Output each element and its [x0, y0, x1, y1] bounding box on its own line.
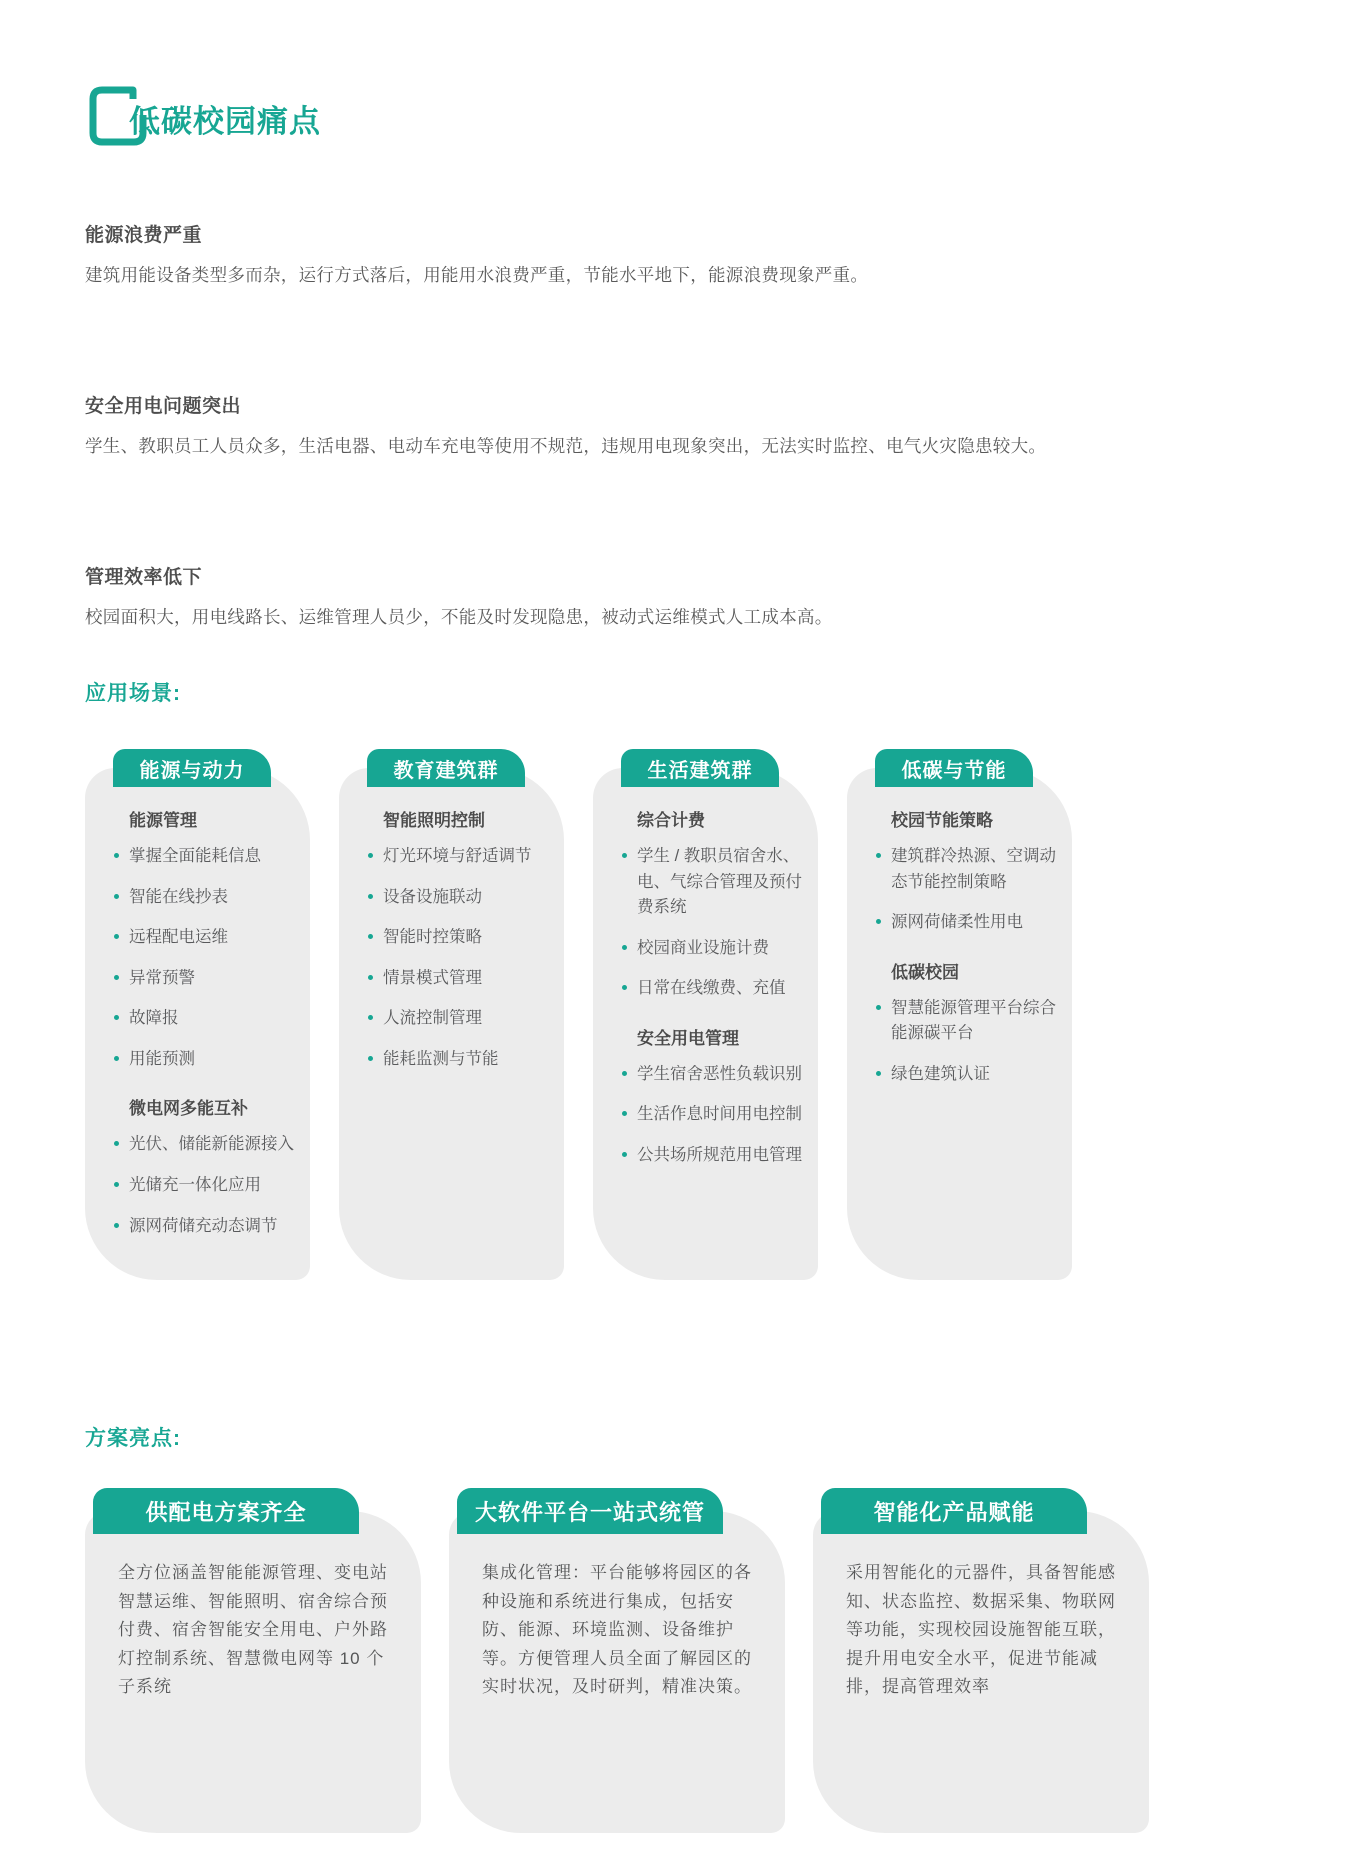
scenario-bullet-item: 能耗监测与节能: [365, 1047, 550, 1073]
scenario-bullet-item: 校园商业设施计费: [619, 936, 804, 962]
highlight-card-1: [85, 1488, 421, 1833]
scenario-bullet-list: [111, 844, 296, 1072]
chat-bubble-icon: [85, 80, 151, 154]
scenario-bullet-list: [619, 1062, 804, 1169]
scenario-bullet-item: 学生 / 教职员宿舍水、电、气综合管理及预付费系统: [619, 844, 804, 921]
scenario-bullet-list: [365, 844, 550, 1072]
scenario-bullet-item: 源网荷储充动态调节: [111, 1214, 296, 1240]
pain-point-management-efficiency: [85, 562, 1265, 629]
scenario-card-3: [593, 749, 818, 1280]
scenario-card-header: 生活建筑群: [621, 749, 779, 787]
highlight-card-text: 采用智能化的元器件，具备智能感知、状态监控、数据采集、物联网等功能，实现校园设施智能互联，提升用电安全水平，促进节能减排，提高管理效率: [846, 1563, 1116, 1697]
scenario-card-header: 能源与动力: [113, 749, 271, 787]
scenario-card-2: [339, 749, 564, 1280]
pain-point-description: 建筑用能设备类型多而杂，运行方式落后，用能用水浪费严重，节能水平地下，能源浪费现象严重。: [85, 265, 869, 285]
highlight-card-header: 供配电方案齐全: [93, 1488, 359, 1534]
scenario-bullet-item: 异常预警: [111, 966, 296, 992]
scenario-group-heading: 智能照明控制: [383, 811, 485, 830]
scenario-bullet-item: 设备设施联动: [365, 885, 550, 911]
scenario-card-body: [847, 768, 1072, 1280]
scenario-bullet-list: [873, 844, 1058, 936]
scenario-bullet-item: 人流控制管理: [365, 1006, 550, 1032]
pain-point-description: 校园面积大，用电线路长、运维管理人员少，不能及时发现隐患，被动式运维模式人工成本高。: [85, 607, 833, 627]
page-header: [85, 80, 1265, 156]
scenario-bullet-item: 建筑群冷热源、空调动态节能控制策略: [873, 844, 1058, 895]
scenario-bullet-item: 智慧能源管理平台综合能源碳平台: [873, 996, 1058, 1047]
scenario-bullet-list: [873, 996, 1058, 1088]
scenario-bullet-list: [111, 1132, 296, 1239]
highlight-card-header: 智能化产品赋能: [821, 1488, 1087, 1534]
highlight-card-text: 集成化管理：平台能够将园区的各种设施和系统进行集成，包括安防、能源、环境监测、设备维护等。方便管理人员全面了解园区的实时状况，及时研判，精准决策。: [482, 1563, 752, 1697]
scenario-cards: [85, 749, 1265, 1280]
pain-point-title: 管理效率低下: [85, 567, 203, 588]
scenario-group-heading: 校园节能策略: [891, 811, 993, 830]
scenario-card-header: 低碳与节能: [875, 749, 1033, 787]
scenario-bullet-item: 故障报: [111, 1006, 296, 1032]
highlights-label: 方案亮点:: [85, 1427, 181, 1451]
scenario-group-heading: 能源管理: [129, 811, 197, 830]
scenario-bullet-item: 学生宿舍恶性负载识别: [619, 1062, 804, 1088]
pain-point-energy-waste: [85, 220, 1265, 287]
scenario-bullet-item: 远程配电运维: [111, 925, 296, 951]
highlight-card-text: 全方位涵盖智能能源管理、变电站智慧运维、智能照明、宿舍综合预付费、宿舍智能安全用电、户外路灯控制系统、智慧微电网等 10 个子系统: [118, 1563, 388, 1697]
scenario-group-heading: 综合计费: [637, 811, 705, 830]
scenario-bullet-item: 源网荷储柔性用电: [873, 910, 1058, 936]
scenario-card-body: [339, 768, 564, 1280]
scenario-card-4: [847, 749, 1072, 1280]
pain-point-electric-safety: [85, 391, 1265, 458]
pain-points-section: [85, 220, 1265, 629]
scenario-bullet-item: 生活作息时间用电控制: [619, 1102, 804, 1128]
highlight-card-body: [813, 1511, 1149, 1833]
scenario-group-heading: 微电网多能互补: [129, 1099, 248, 1119]
scenario-bullet-item: 光伏、储能新能源接入: [111, 1132, 296, 1158]
scenario-bullet-item: 光储充一体化应用: [111, 1173, 296, 1199]
scenarios-label: 应用场景:: [85, 682, 181, 705]
scenario-bullet-item: 日常在线缴费、充值: [619, 976, 804, 1002]
scenario-bullet-list: [619, 844, 804, 1002]
highlight-card-3: [813, 1488, 1149, 1833]
highlight-card-body: [449, 1511, 785, 1833]
pain-point-title: 能源浪费严重: [85, 225, 203, 246]
scenario-group-heading: 低碳校园: [891, 962, 959, 982]
highlight-card-body: [85, 1511, 421, 1833]
pain-point-title: 安全用电问题突出: [85, 396, 242, 417]
pain-point-description: 学生、教职员工人员众多，生活电器、电动车充电等使用不规范，违规用电现象突出，无法实时监控、电气火灾隐患较大。: [85, 436, 1047, 456]
page-title: 低碳校园痛点: [129, 104, 321, 139]
highlight-cards: [85, 1488, 1265, 1833]
scenario-bullet-item: 智能在线抄表: [111, 885, 296, 911]
scenario-card-1: [85, 749, 310, 1280]
scenario-card-header: 教育建筑群: [367, 749, 525, 787]
scenario-card-body: [85, 768, 310, 1280]
scenario-bullet-item: 用能预测: [111, 1047, 296, 1073]
scenario-bullet-item: 掌握全面能耗信息: [111, 844, 296, 870]
scenario-bullet-item: 灯光环境与舒适调节: [365, 844, 550, 870]
highlight-card-2: [449, 1488, 785, 1833]
scenario-card-body: [593, 768, 818, 1280]
scenario-bullet-item: 公共场所规范用电管理: [619, 1143, 804, 1169]
scenario-bullet-item: 绿色建筑认证: [873, 1062, 1058, 1088]
scenario-bullet-item: 情景模式管理: [365, 966, 550, 992]
highlight-card-header: 大软件平台一站式统管: [457, 1488, 723, 1534]
scenario-bullet-item: 智能时控策略: [365, 925, 550, 951]
scenario-group-heading: 安全用电管理: [637, 1028, 739, 1048]
